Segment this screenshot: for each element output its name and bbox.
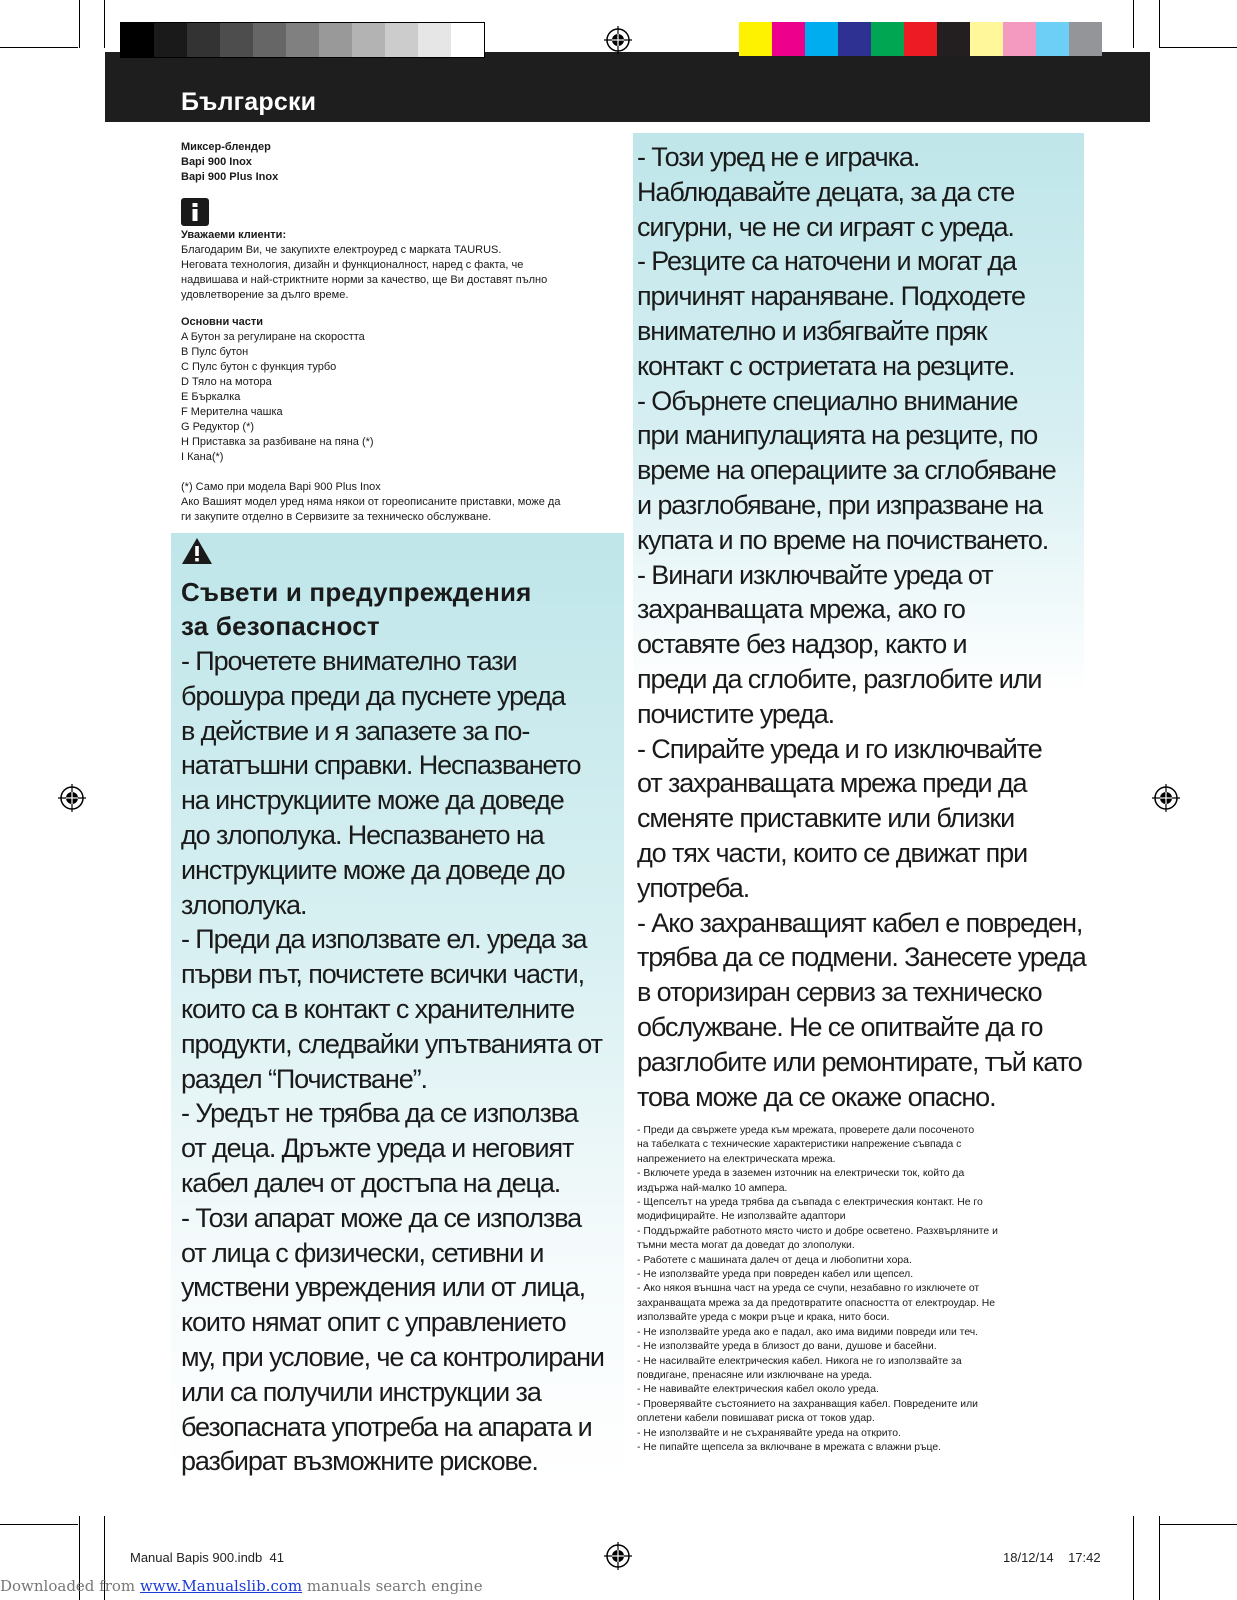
safety-title-line: Съвети и предупреждения: [181, 577, 532, 607]
safety-line: обслужване. Не се опитвайте да го: [637, 1011, 1043, 1042]
safety-small-line: модифицирайте. Не използвайте адаптори: [637, 1211, 846, 1223]
crop-mark: [1133, 1516, 1134, 1600]
safety-line: брошура преди да пуснете уреда: [181, 680, 565, 711]
color-swatch: [739, 22, 772, 56]
color-calibration-bar: [739, 22, 1102, 56]
safety-line: нататъшни справки. Неспазването: [181, 750, 581, 781]
gray-calibration-bar: [120, 22, 485, 58]
safety-line: почистите уреда.: [637, 698, 835, 729]
safety-small-line: - Ако някоя външна част на уреда се счупи, незабавно го изключете от: [637, 1283, 980, 1295]
safety-line: - Прочетете внимателно тази: [181, 646, 517, 676]
safety-small-line: - Не навивайте електрическия кабел около уреда.: [637, 1384, 879, 1396]
safety-line: продукти, следвайки упътванията от: [181, 1028, 602, 1059]
safety-line: му, при условие, че са контролирани: [181, 1341, 604, 1372]
safety-text-left: [181, 644, 626, 1479]
download-suffix: manuals search engine: [306, 1577, 483, 1595]
parts-note: (*) Само при модела Bapi 900 Plus Inox: [181, 481, 381, 493]
crop-mark: [79, 0, 80, 48]
safety-line: при манипулацията на резците, по: [637, 420, 1038, 451]
safety-small-line: - Работете с машината далеч от деца и любопитни хора.: [637, 1254, 912, 1266]
intro-line: удовлетворение за дълго време.: [181, 289, 349, 301]
part-item: D Тяло на мотора: [181, 376, 272, 388]
safety-small-line: - Не използвайте уреда в близост до вани, душове и басейни.: [637, 1341, 937, 1353]
safety-line: Наблюдавайте децата, за да сте: [637, 176, 1015, 207]
safety-line: - Уредът не трябва да се използва: [181, 1098, 578, 1129]
registration-mark-icon: [604, 26, 632, 54]
product-model: Bapi 900 Inox: [181, 156, 252, 168]
footer-filename: Manual Bapis 900.indb: [130, 1550, 263, 1565]
safety-line: време на операциите за сглобяване: [637, 455, 1056, 486]
crop-mark: [0, 1524, 78, 1525]
parts-block: [181, 315, 621, 525]
color-swatch: [1036, 22, 1069, 56]
safety-small-line: - Не пипайте щепсела за включване в мрежата с влажни ръце.: [637, 1441, 942, 1453]
safety-line: злополука.: [181, 889, 307, 920]
safety-line: в действие и я запазете за по-: [181, 715, 530, 746]
safety-line: - Ако захранващият кабел е повреден,: [637, 907, 1083, 938]
safety-line: - Този уред не е играчка.: [637, 142, 920, 172]
safety-line: купата и по време на почистването.: [637, 524, 1049, 555]
safety-line: - Обърнете специално внимание: [637, 385, 1018, 416]
safety-line: до тях части, които се движат при: [637, 837, 1028, 868]
safety-small-line: - Не използвайте и не съхранявайте уреда на открито.: [637, 1427, 901, 1439]
footer-time: 17:42: [1068, 1550, 1101, 1565]
parts-note: ги закупите отделно в Сервизите за техническо обслужване.: [181, 511, 492, 523]
footer-date: 18/12/14: [1003, 1550, 1054, 1565]
gray-swatch: [220, 23, 253, 57]
part-item: A Бутон за регулиране на скоростта: [181, 331, 365, 343]
safety-line: причинят нараняване. Подходете: [637, 281, 1025, 312]
safety-small-line: напрежението на електрическата мрежа.: [637, 1153, 836, 1165]
part-item: B Пулс бутон: [181, 346, 249, 358]
safety-line: контакт с остриетата на резците.: [637, 350, 1015, 381]
crop-mark: [1133, 0, 1134, 48]
safety-small-text: [637, 1124, 1057, 1455]
safety-text-right: [637, 140, 1087, 1114]
registration-mark-icon: [58, 784, 86, 812]
safety-line: от лица с физически, сетивни и: [181, 1237, 544, 1268]
safety-line: употреба.: [637, 872, 750, 903]
product-type: Миксер-блендер: [181, 141, 271, 153]
info-icon: [181, 198, 209, 226]
part-item: H Приставка за разбиване на пяна (*): [181, 436, 374, 448]
safety-line: преди да сглобите, разглобите или: [637, 663, 1042, 694]
gray-swatch: [286, 23, 319, 57]
intro-line: надвишава и най-стриктните норми за качество, ще Ви доставят пълно: [181, 274, 548, 286]
crop-mark: [0, 47, 78, 48]
safety-line: - Винаги изключвайте уреда от: [637, 559, 993, 590]
safety-line: разглобите или ремонтирате, тъй като: [637, 1046, 1082, 1077]
crop-mark: [1160, 1524, 1237, 1525]
download-link[interactable]: www.Manualslib.com: [139, 1577, 303, 1595]
gray-swatch: [385, 23, 418, 57]
registration-mark-icon: [604, 1542, 632, 1570]
safety-line: от захранващата мрежа преди да: [637, 768, 1027, 799]
gray-swatch: [451, 23, 484, 57]
safety-line: кабел далеч от достъпа на деца.: [181, 1167, 561, 1198]
safety-line: инструкциите може да доведе до: [181, 854, 565, 885]
crop-mark: [1159, 0, 1160, 48]
safety-line: оставяте без надзор, както и: [637, 629, 967, 660]
warning-triangle-icon: [181, 537, 213, 565]
gray-swatch: [121, 23, 154, 57]
safety-small-line: тъмни места могат да доведат до злополуки.: [637, 1240, 855, 1252]
safety-small-line: използвайте уреда с мокри ръце и крака, нито боси.: [637, 1312, 890, 1324]
safety-line: - Резците са наточени и могат да: [637, 246, 1016, 277]
safety-line: които нямат опит с управлението: [181, 1307, 566, 1338]
gray-swatch: [418, 23, 451, 57]
crop-mark: [104, 0, 105, 48]
safety-line: първи път, почистете всички части,: [181, 959, 584, 990]
part-item: I Кана(*): [181, 451, 224, 463]
safety-line: на инструкциите може да доведе: [181, 785, 564, 816]
download-banner: [0, 1577, 483, 1595]
safety-small-line: - Проверявайте състоянието на захранващия кабел. Повредените или: [637, 1398, 978, 1410]
safety-line: раздел “Почистване”.: [181, 1063, 427, 1094]
crop-mark: [1160, 47, 1237, 48]
safety-small-line: - Включете уреда в заземен източник на електрически ток, който да: [637, 1168, 965, 1180]
color-swatch: [871, 22, 904, 56]
color-swatch: [772, 22, 805, 56]
color-swatch: [805, 22, 838, 56]
color-swatch: [904, 22, 937, 56]
safety-line: или са получили инструкции за: [181, 1376, 541, 1407]
safety-line: - Този апарат може да се използва: [181, 1202, 582, 1233]
safety-small-line: захранващата мрежа за да предотвратите опасността от електроудар. Не: [637, 1297, 996, 1309]
gray-swatch: [319, 23, 352, 57]
safety-line: безопасната употреба на апарата и: [181, 1411, 592, 1442]
safety-line: от деца. Дръжте уреда и неговият: [181, 1133, 574, 1164]
gray-swatch: [187, 23, 220, 57]
safety-line: умствени увреждения или от лица,: [181, 1272, 586, 1303]
safety-title-line: за безопасност: [181, 611, 380, 641]
part-item: G Редуктор (*): [181, 421, 255, 433]
safety-small-line: - Поддържайте работното място чисто и добре осветено. Разхвърляните и: [637, 1225, 998, 1237]
safety-line: сигурни, че не си играят с уреда.: [637, 211, 1014, 242]
gray-swatch: [154, 23, 187, 57]
color-swatch: [1003, 22, 1036, 56]
gray-swatch: [352, 23, 385, 57]
product-block: [181, 140, 611, 185]
safety-small-line: оплетени кабели повишават риска от токов удар.: [637, 1413, 875, 1425]
safety-line: внимателно и избягвайте пряк: [637, 315, 987, 346]
safety-small-line: - Не използвайте уреда при повреден кабел или щепсел.: [637, 1269, 914, 1281]
download-prefix: Downloaded from: [0, 1577, 136, 1595]
part-item: E Бъркалка: [181, 391, 241, 403]
safety-line: които са в контакт с хранителните: [181, 993, 574, 1024]
crop-mark: [1159, 1516, 1160, 1600]
product-model-plus: Bapi 900 Plus Inox: [181, 171, 279, 183]
safety-small-line: на табелката с технические характеристики напрежение съвпада с: [637, 1139, 962, 1151]
intro-line: Благодарим Ви, че закупихте електроуред с марката TAURUS.: [181, 244, 502, 256]
safety-line: - Преди да използвате ел. уреда за: [181, 924, 587, 955]
part-item: F Мерителна чашка: [181, 406, 283, 418]
safety-small-line: - Не насилвайте електрическия кабел. Никога не го използвайте за: [637, 1355, 962, 1367]
safety-small-line: - Не използвайте уреда ако е падал, ако има видими повреди или теч.: [637, 1326, 979, 1338]
safety-line: - Спирайте уреда и го изключвайте: [637, 733, 1042, 764]
safety-small-line: повдигане, пренасяне или изключване на уреда.: [637, 1369, 873, 1381]
safety-line: това може да се окаже опасно.: [637, 1081, 996, 1112]
safety-title: [181, 575, 621, 643]
safety-line: захранващата мрежа, ако го: [637, 594, 965, 625]
footer-file: [130, 1550, 284, 1565]
color-swatch: [937, 22, 970, 56]
safety-line: до злополука. Неспазването на: [181, 819, 544, 850]
intro-line: Неговата технология, дизайн и функционалност, наред с факта, че: [181, 259, 524, 271]
safety-line: сменяте приставките или близки: [637, 803, 1015, 834]
color-swatch: [970, 22, 1003, 56]
color-swatch: [838, 22, 871, 56]
safety-line: разбират възможните рискове.: [181, 1446, 538, 1477]
parts-heading: Основни части: [181, 316, 264, 328]
parts-note: Ако Вашият модел уред няма някои от гореописаните приставки, може да: [181, 496, 561, 508]
intro-block: [181, 228, 621, 303]
footer-timestamp: [1003, 1550, 1101, 1565]
footer-page: 41: [269, 1550, 284, 1565]
safety-small-line: - Преди да свържете уреда към мрежата, проверете дали посоченото: [637, 1125, 975, 1136]
intro-heading: Уважаеми клиенти:: [181, 229, 287, 241]
registration-mark-icon: [1152, 784, 1180, 812]
safety-line: трябва да се подмени. Занесете уреда: [637, 942, 1086, 973]
safety-line: в оторизиран сервиз за техническо: [637, 977, 1042, 1008]
gray-swatch: [253, 23, 286, 57]
page-title: Български: [181, 88, 317, 116]
part-item: C Пулс бутон с функция турбо: [181, 361, 337, 373]
safety-small-line: издържа най-малко 10 ампера.: [637, 1182, 788, 1194]
safety-small-line: - Щепселът на уреда трябва да съвпада с електрическия контакт. Не го: [637, 1197, 983, 1209]
color-swatch: [1069, 22, 1102, 56]
safety-line: и разглобяване, при изпразване на: [637, 489, 1043, 520]
